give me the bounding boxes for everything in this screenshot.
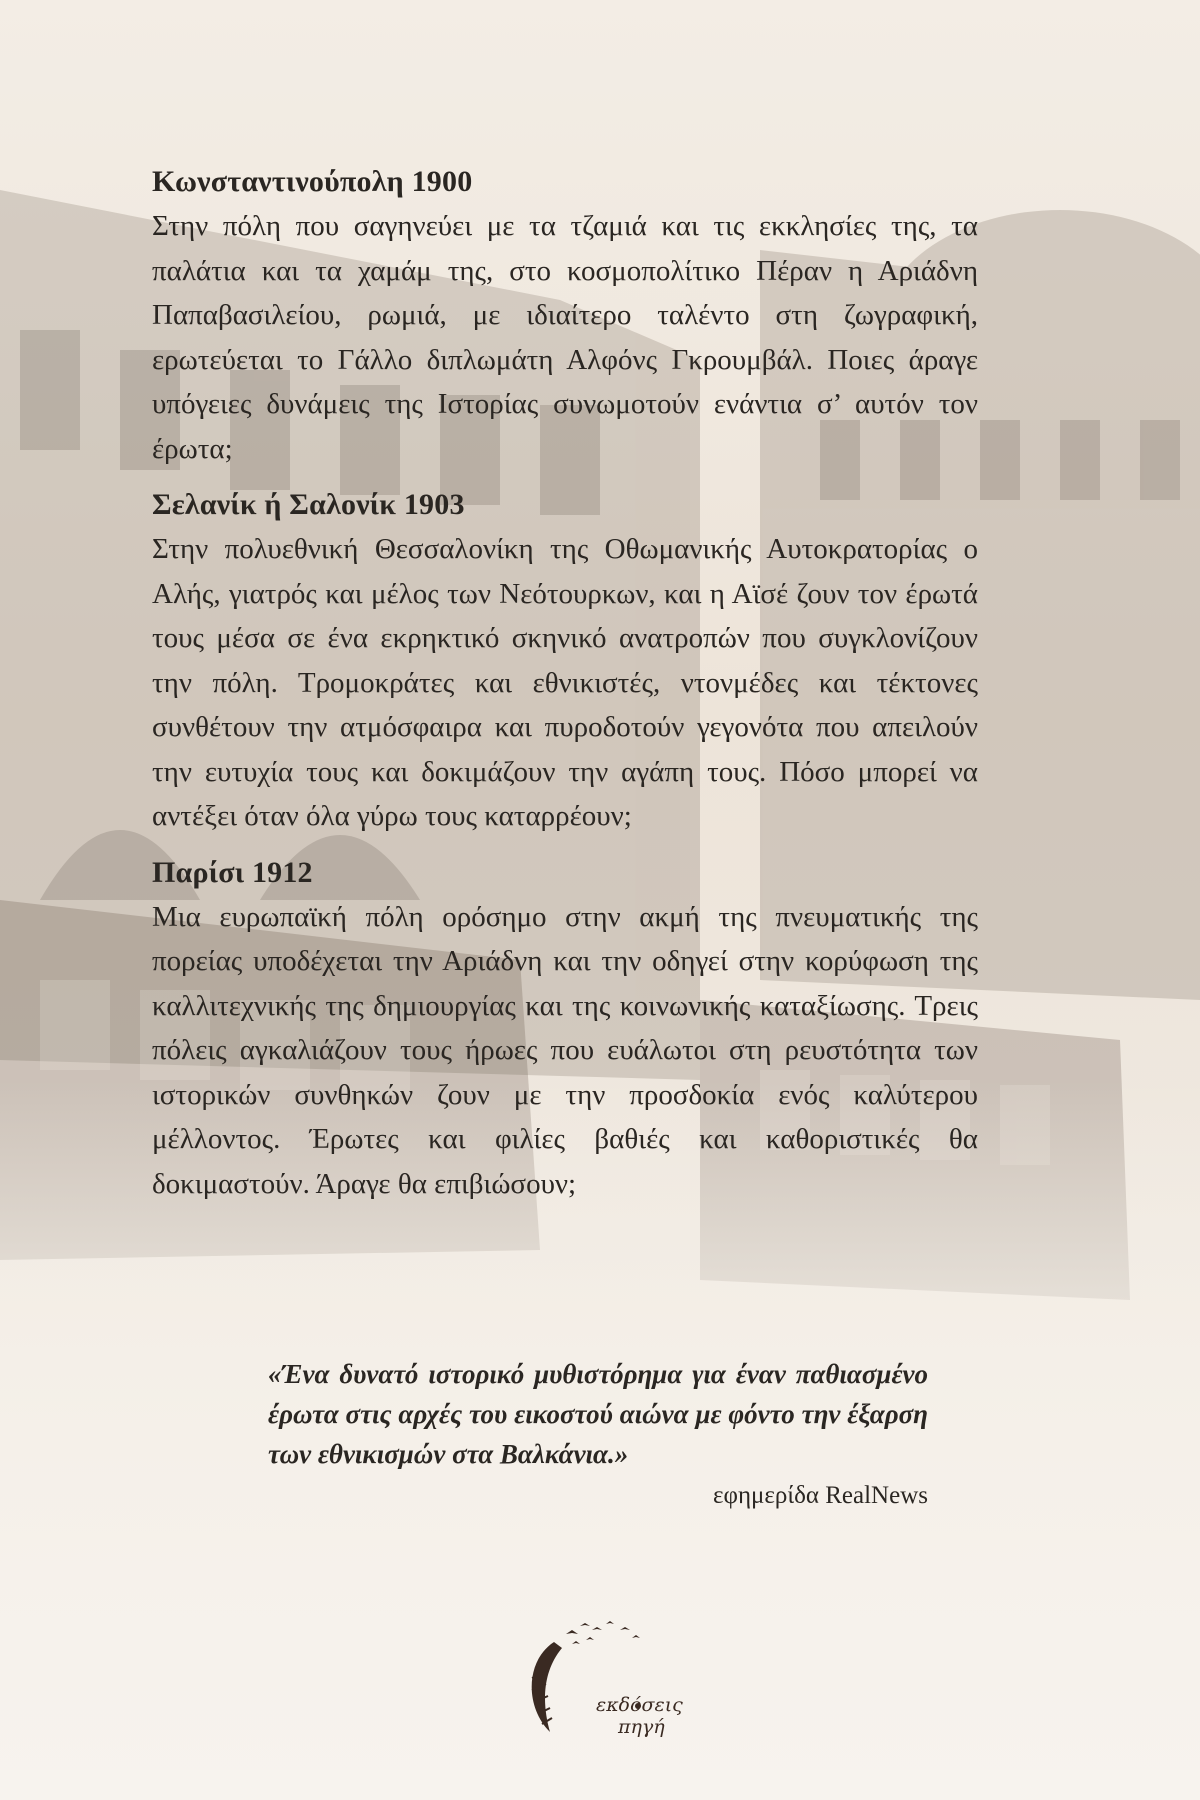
section-text-paris: Μια ευρωπαϊκή πόλη ορόσημο στην ακμή της πνευματικής της πορείας υποδέχεται την Αριάδνη και την οδηγεί στην κορύφωση της καλλιτεχνικής της δημιουργίας και της κοινωνικής καταξίωσης. Τρεις πόλεις αγκαλιάζουν τους ήρωες που ευάλωτοι στη ρευστότητα των ιστορικών συνθηκών ζουν με την προσδοκία ενός καλύτερου μέλλοντος. Έρωτες και φιλίες βαθιές και καθοριστικές θα δοκιμαστούν. Άραγε θα επιβιώσουν; bbox=[152, 900, 978, 1200]
section-text-constantinople: Στην πόλη που σαγηνεύει με τα τζαμιά και τις εκκλησίες της, τα παλάτια και τα χαμάμ της, στο κοσμοπολίτικο Πέραν η Αριάδνη Παπαβασιλείου, ρωμιά, με ιδιαίτερο ταλέντο στη ζωγραφική, ερωτεύεται το Γάλλο διπλωμάτη Αλφόνς Γκρουμβάλ. Ποιες άραγε υπόγειες δυνάμεις της Ιστορίας συνωμοτούν ενάντια σ’ αυτόν τον έρωτα; bbox=[152, 210, 978, 465]
quote-text: «Ένα δυνατό ιστορικό μυθιστόρημα για έναν παθιασμένο έρωτα στις αρχές του εικοστού αιώνα με φόντο την έξαρση των εθνικισμών στα Βαλκάνια.» bbox=[268, 1359, 928, 1469]
quote-source: εφημερίδα RealNews bbox=[713, 1482, 928, 1509]
section-title-salonica: Σελανίκ ή Σαλονίκ 1903 bbox=[152, 488, 465, 521]
section-title-paris: Παρίσι 1912 bbox=[152, 855, 313, 889]
review-quote bbox=[268, 1354, 928, 1516]
section-title-constantinople: Κωνσταντινούπολη 1900 bbox=[152, 165, 473, 198]
section-text-salonica: Στην πολυεθνική Θεσσαλονίκη της Οθωμανικής Αυτοκρατορίας ο Αλής, γιατρός και μέλος των Νεότουρκων, και η Αϊσέ ζουν τον έρωτά τους μέσα σε ένα εκρηκτικό σκηνικό ανατροπών που συγκλονίζουν την πόλη. Τρομοκράτες και εθνικιστές, ντονμέδες και τέκτονες συνθέτουν την ατμόσφαιρα και πυροδοτούν γεγονότα που απειλούν την ευτυχία τους και δοκιμάζουν την αγάπη τους. Πόσο μπορεί να αντέξει όταν όλα γύρω τους καταρρέουν; bbox=[152, 533, 978, 832]
publisher-name-line1: εκδόσεις bbox=[596, 1694, 683, 1716]
publisher-name-line2: πηγή bbox=[618, 1716, 665, 1738]
synopsis bbox=[152, 160, 978, 1218]
